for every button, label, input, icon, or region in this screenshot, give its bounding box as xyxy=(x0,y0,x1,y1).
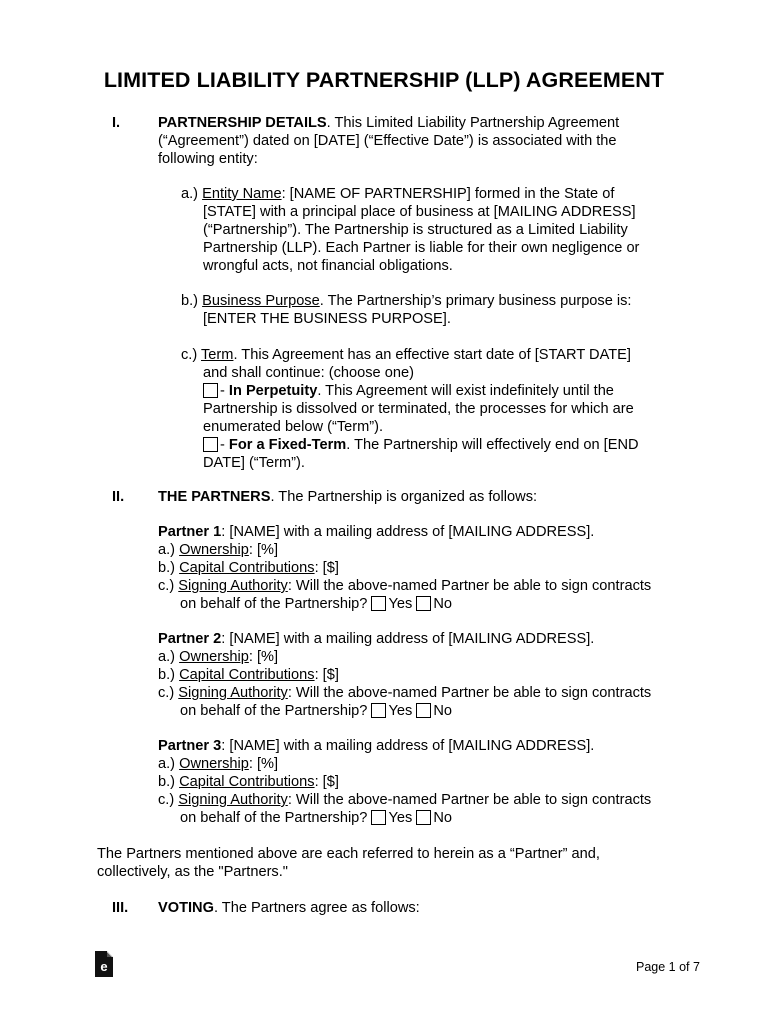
yes-checkbox[interactable] xyxy=(371,596,386,611)
clause-label: Term xyxy=(201,347,234,363)
svg-text:e: e xyxy=(100,959,108,974)
no-checkbox[interactable] xyxy=(416,596,431,611)
fixed-term-checkbox[interactable] xyxy=(203,437,218,452)
page-number: Page 1 of 7 xyxy=(636,960,700,974)
yes-checkbox[interactable] xyxy=(371,703,386,718)
eforms-logo-icon xyxy=(94,951,114,977)
clause-label: Business Purpose xyxy=(202,293,320,309)
clause-term: c.) Term. This Agreement has an effective start date of [START DATE] and shall continue: (choose one) - In Perpetuity. This Agreement will exist indefinitely until the Partnership is dissolved or terminated, the processes for which are enumerated below (“Term”). - For a Fixed-Term. The Partnership will effectively end on [END DATE] (“Term”). xyxy=(181,347,639,471)
clause-entity-name: a.) Entity Name: [NAME OF PARTNERSHIP] formed in the State of [STATE] with a principal place of business at [MAILING ADDRESS] (“Partnership”). The Partnership is structured as a Limited Liability Partnership (LLP). Each Partner is liable for their own negligence or wrongful acts, not financial obligations. xyxy=(181,186,640,274)
section-the-partners: THE PARTNERS. The Partnership is organized as follows: xyxy=(158,489,538,505)
yes-checkbox[interactable] xyxy=(371,810,386,825)
section-voting: VOTING. The Partners agree as follows: xyxy=(158,900,420,916)
partner-block: Partner 3: [NAME] with a mailing address of [MAILING ADDRESS]. a.) Ownership: [%] b.) Capital Contributions: [$] c.) Signing Authority: Will the above-named Partner be able to sign contracts on behalf of the Partnership? Yes No xyxy=(158,738,652,826)
document-title: LIMITED LIABILITY PARTNERSHIP (LLP) AGREEMENT xyxy=(103,68,665,92)
perpetuity-checkbox[interactable] xyxy=(203,383,218,398)
section-number: I. xyxy=(112,115,121,131)
partner-block: Partner 1: [NAME] with a mailing address of [MAILING ADDRESS]. a.) Ownership: [%] b.) Capital Contributions: [$] c.) Signing Authority: Will the above-named Partner be able to sign contracts on behalf of the Partnership? Yes No xyxy=(158,524,652,612)
no-checkbox[interactable] xyxy=(416,703,431,718)
clause-business-purpose: b.) Business Purpose. The Partnership’s primary business purpose is: [ENTER THE BUSINESS PURPOSE]. xyxy=(181,293,632,327)
no-checkbox[interactable] xyxy=(416,810,431,825)
section-heading: THE PARTNERS xyxy=(158,489,271,505)
section-heading: PARTNERSHIP DETAILS xyxy=(158,115,327,131)
partner-label: Partner 3 xyxy=(158,738,222,754)
closing-paragraph: The Partners mentioned above are each referred to herein as a “Partner” and, collectively, as the "Partners." xyxy=(97,846,600,880)
partner-label: Partner 2 xyxy=(158,631,222,647)
section-number: III. xyxy=(112,900,129,916)
clause-label: Entity Name xyxy=(202,186,282,202)
section-number: II. xyxy=(112,489,125,505)
partner-label: Partner 1 xyxy=(158,524,222,540)
section-heading: VOTING xyxy=(158,900,214,916)
partner-block: Partner 2: [NAME] with a mailing address of [MAILING ADDRESS]. a.) Ownership: [%] b.) Capital Contributions: [$] c.) Signing Authority: Will the above-named Partner be able to sign contracts on behalf of the Partnership? Yes No xyxy=(158,631,652,719)
section-partnership-details: PARTNERSHIP DETAILS. This Limited Liability Partnership Agreement (“Agreement”) dated on [DATE] (“Effective Date”) is associated with the following entity: xyxy=(158,115,620,167)
